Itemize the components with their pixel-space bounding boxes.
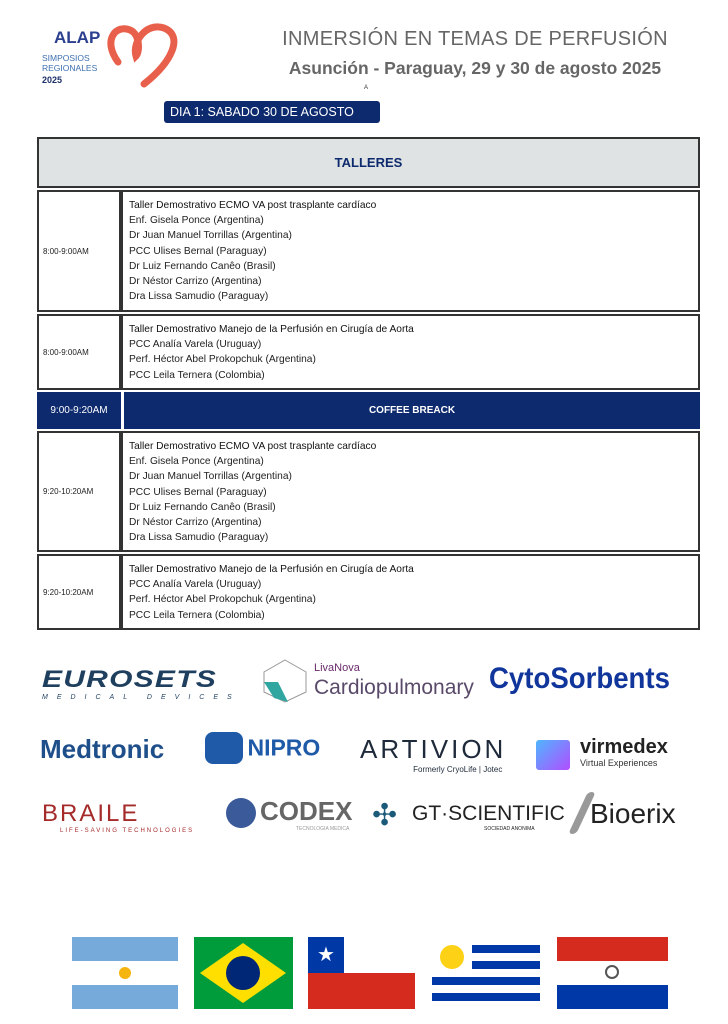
speaker: Dra Lissa Samudio (Paraguay) <box>129 532 269 544</box>
speaker: Dr Juan Manuel Torrillas (Argentina) <box>129 230 292 242</box>
speaker: PCC Analía Varela (Uruguay) <box>129 339 262 351</box>
codex-globe-icon <box>226 798 256 828</box>
session-time: 8:00-9:00AM <box>37 314 121 390</box>
logo-text: BRAILE <box>42 800 140 827</box>
virmedex-mark-icon <box>536 740 570 770</box>
livanova-polygon-icon <box>260 658 310 704</box>
logo-text: NIPRO <box>247 734 321 761</box>
logo-sub: Cardiopulmonary <box>314 676 474 699</box>
speaker: PCC Analía Varela (Uruguay) <box>129 579 262 591</box>
chile-flag-icon: ★ <box>308 937 415 1009</box>
cytosorbents-logo: CytoSorbents <box>489 662 670 695</box>
speaker: PCC Leila Ternera (Colombia) <box>129 609 265 621</box>
small-mark: A <box>364 85 369 91</box>
speaker: PCC Ulises Bernal (Paraguay) <box>129 245 267 257</box>
speaker: Dr Luiz Fernando Canêo (Brasil) <box>129 501 276 513</box>
logo-text: EUROSETS <box>42 666 218 693</box>
coffee-time: 9:00-9:20AM <box>37 392 121 429</box>
session-title: Taller Demostrativo ECMO VA post trasplante cardíaco <box>129 441 377 452</box>
argentina-flag-icon <box>72 937 178 1009</box>
artivion-logo <box>360 734 506 774</box>
eurosets-logo <box>42 666 241 701</box>
logo-sub: Virtual Experiences <box>580 758 658 768</box>
speaker: Perf. Héctor Abel Prokopchuk (Argentina) <box>129 354 316 366</box>
speaker: Dr Néstor Carrizo (Argentina) <box>129 517 262 529</box>
logo-text: ARTIVION <box>360 734 507 764</box>
speaker: Enf. Gisela Ponce (Argentina) <box>129 215 264 227</box>
logo-text: CODEX <box>260 796 353 826</box>
session-time: 8:00-9:00AM <box>37 190 121 312</box>
section-header: TALLERES <box>37 137 700 188</box>
gt-pinwheel-icon: ✣ <box>372 799 398 832</box>
brazil-flag-icon <box>194 937 293 1009</box>
speaker: Dr Néstor Carrizo (Argentina) <box>129 276 262 288</box>
paraguay-flag-icon <box>557 937 668 1009</box>
page-title: INMERSIÓN EN TEMAS DE PERFUSIÓN <box>282 28 668 50</box>
session-cell <box>121 431 700 552</box>
heart-logo-icon <box>106 22 181 88</box>
page-subtitle: Asunción - Paraguay, 29 y 30 de agosto 2025 <box>288 58 662 78</box>
day-label: DIA 1: SABADO 30 DE AGOSTO <box>164 101 380 123</box>
speaker: Dr Juan Manuel Torrillas (Argentina) <box>129 471 292 483</box>
session-title: Taller Demostrativo Manejo de la Perfusión en Cirugía de Aorta <box>129 564 414 575</box>
logo-text: Bioerix <box>590 798 676 829</box>
logo-sub: Formerly CryoLife | Jotec <box>413 765 503 774</box>
logo-sub: SOCIEDAD ANONIMA <box>484 826 535 832</box>
medtronic-logo: Medtronic <box>40 734 165 764</box>
speaker: Dra Lissa Samudio (Paraguay) <box>129 291 269 303</box>
speaker: PCC Leila Ternera (Colombia) <box>129 369 265 381</box>
session-cell <box>121 190 700 312</box>
uruguay-flag-icon <box>432 937 540 1009</box>
logo-text: GT·SCIENTIFIC <box>412 802 565 825</box>
logo-sub: REGIONALES <box>42 63 98 73</box>
speaker: Enf. Gisela Ponce (Argentina) <box>129 456 264 468</box>
session-title: Taller Demostrativo ECMO VA post trasplante cardíaco <box>129 200 377 211</box>
session-time: 9:20-10:20AM <box>37 554 121 630</box>
session-cell <box>121 314 700 390</box>
nipro-mark-icon <box>205 732 243 764</box>
logo-name: ALAP <box>54 28 101 47</box>
logo-sub: SIMPOSIOS <box>42 53 90 63</box>
coffee-break: COFFEE BREACK <box>121 392 700 429</box>
logo-sub: LIFE-SAVING TECHNOLOGIES <box>60 828 195 834</box>
alap-logo <box>38 22 188 92</box>
session-time: 9:20-10:20AM <box>37 431 121 552</box>
session-cell <box>121 554 700 630</box>
logo-sub: TECNOLOGIA MEDICA <box>296 826 350 832</box>
braile-logo <box>42 800 194 834</box>
logo-text: virmedex <box>580 736 668 758</box>
logo-text: LivaNova <box>314 662 360 674</box>
nipro-logo <box>205 732 320 764</box>
logo-sub: MEDICAL DEVICES <box>42 694 241 701</box>
speaker: PCC Ulises Bernal (Paraguay) <box>129 486 267 498</box>
speaker: Perf. Héctor Abel Prokopchuk (Argentina) <box>129 594 316 606</box>
session-title: Taller Demostrativo Manejo de la Perfusión en Cirugía de Aorta <box>129 324 414 335</box>
logo-year: 2025 <box>42 75 63 85</box>
speaker: Dr Luiz Fernando Canêo (Brasil) <box>129 260 276 272</box>
